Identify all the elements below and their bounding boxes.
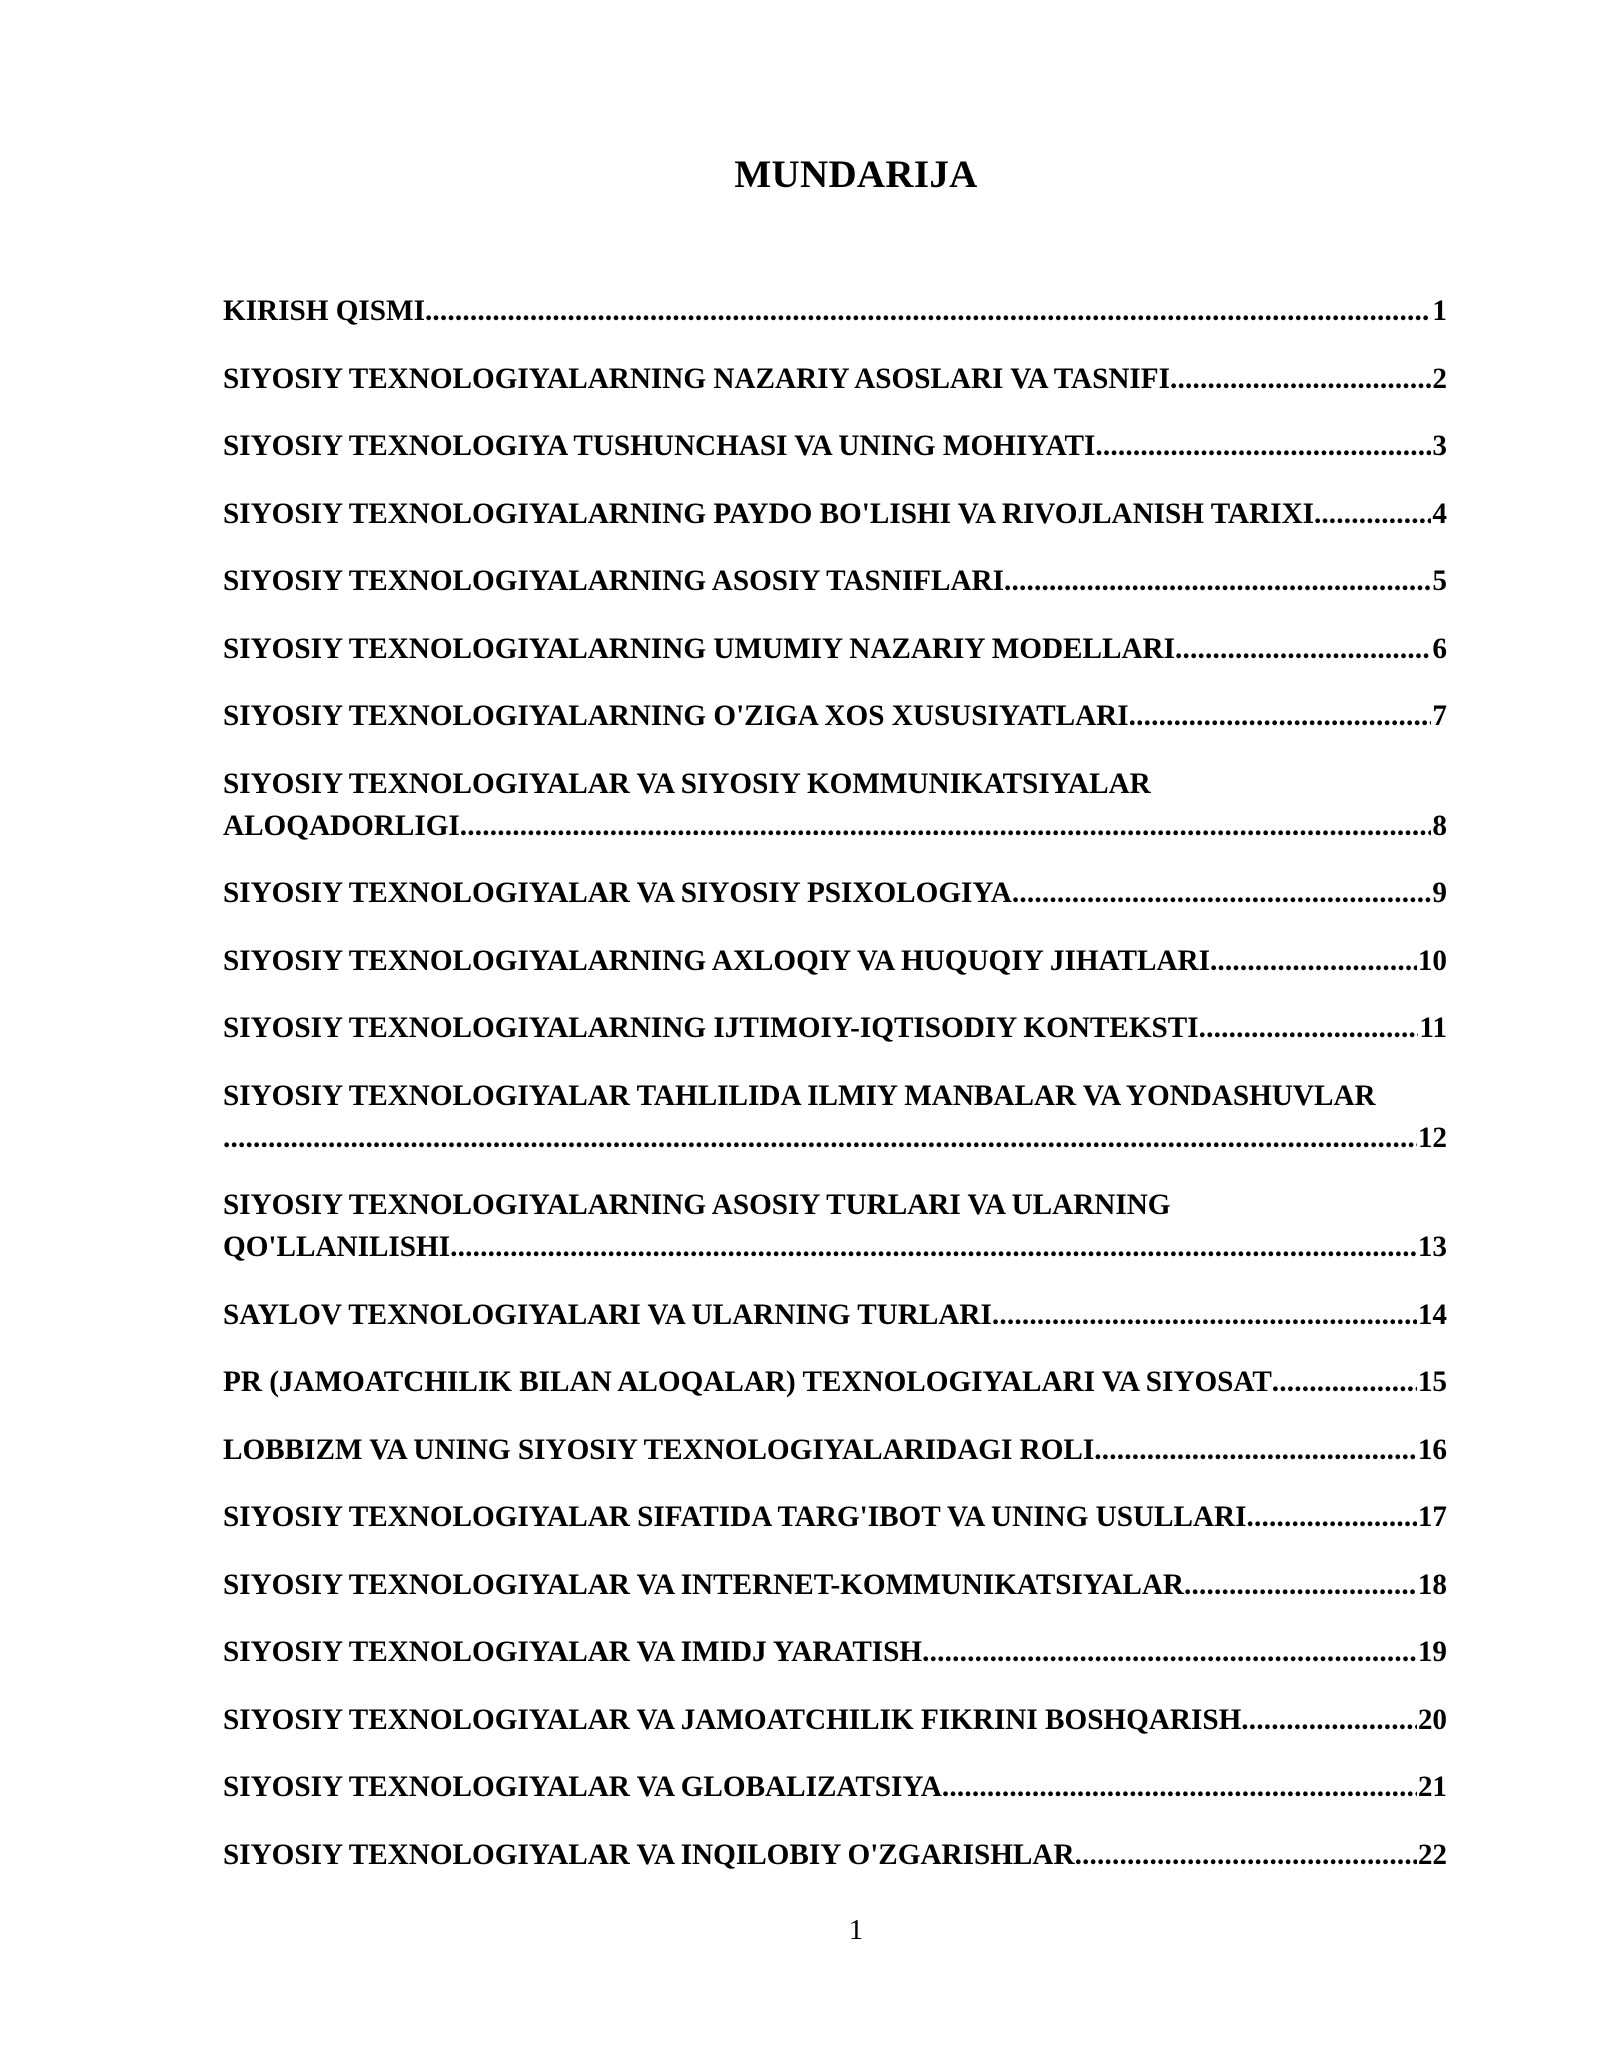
toc-entry-row [223, 290, 1447, 332]
toc-entry-leader [1129, 695, 1432, 737]
toc-entry[interactable] [223, 1294, 1447, 1336]
toc-entry-row [223, 1834, 1447, 1876]
toc-entry[interactable] [223, 1075, 1447, 1159]
toc-entry-page-number: 18 [1417, 1568, 1447, 1601]
toc-entry-leader [1241, 1699, 1417, 1741]
toc-entry-row [223, 695, 1447, 737]
toc-entry-title: SIYOSIY TEXNOLOGIYALAR VA INTERNET-KOMMUNIKATSIYALAR [223, 1568, 1184, 1601]
toc-entry[interactable] [223, 358, 1447, 400]
toc-entry-page-number: 3 [1432, 430, 1447, 462]
toc-entry-title: KIRISH QISMI [223, 295, 425, 327]
toc-entry-row [223, 1631, 1447, 1673]
toc-entry-leader [1184, 1564, 1417, 1606]
toc-entry-page-number: 10 [1417, 944, 1447, 977]
toc-entry-page-number: 16 [1417, 1433, 1447, 1466]
toc-entry-leader [1321, 493, 1431, 535]
toc-entry-page-number: 11 [1419, 1012, 1447, 1044]
toc-entry-page-number: 17 [1417, 1501, 1447, 1533]
toc-entry-row [223, 425, 1447, 467]
toc-entry-row [223, 1699, 1447, 1741]
toc-entry-leader [942, 1766, 1417, 1808]
toc-entry[interactable] [223, 1429, 1447, 1471]
toc-entry-page-number: 20 [1417, 1703, 1447, 1736]
toc-entry[interactable] [223, 1184, 1447, 1268]
toc-entry[interactable] [223, 290, 1447, 332]
toc-entry-page-number: 19 [1417, 1636, 1447, 1668]
toc-entry-title: SIYOSIY TEXNOLOGIYALARNING O'ZIGA XOS XUSUSIYATLARI [223, 700, 1129, 732]
toc-entry-title-line: SIYOSIY TEXNOLOGIYALAR VA SIYOSIY KOMMUNIKATSIYALAR [223, 767, 1151, 800]
toc-entry-title: SIYOSIY TEXNOLOGIYA TUSHUNCHASI VA UNING MOHIYATI [223, 430, 1096, 462]
toc-entry[interactable] [223, 1564, 1447, 1606]
toc-entry-page-number: 2 [1432, 362, 1447, 395]
toc-entry[interactable] [223, 628, 1447, 670]
toc-entry-row [223, 1007, 1447, 1049]
toc-entry[interactable] [223, 1361, 1447, 1403]
toc-entry-leader [1012, 872, 1432, 914]
toc-entry-title: ALOQADORLIGI [223, 809, 460, 842]
page-number: 1 [848, 1914, 864, 1946]
toc-entry-row [223, 1361, 1447, 1403]
toc-entry-row [223, 493, 1447, 535]
toc-entry[interactable] [223, 940, 1447, 982]
toc-entry-leader [1004, 560, 1431, 602]
toc-entry-page-number: 6 [1432, 632, 1447, 665]
toc-entry-leader [992, 1294, 1417, 1336]
toc-entry-page-number: 8 [1432, 809, 1447, 842]
toc-entry-page-number: 4 [1432, 497, 1447, 530]
toc-entry-leader [1210, 940, 1417, 982]
toc-entry-row [223, 628, 1447, 670]
toc-entry[interactable] [223, 1834, 1447, 1876]
toc-entry-page-number: 13 [1417, 1231, 1447, 1263]
toc-entry-title: SIYOSIY TEXNOLOGIYALAR SIFATIDA TARG'IBOT VA UNING USULLARI [223, 1501, 1247, 1533]
toc-entry[interactable] [223, 425, 1447, 467]
toc-entry-title: SIYOSIY TEXNOLOGIYALARNING PAYDO BO'LISHI VA RIVOJLANISH TARIXI. [223, 497, 1322, 530]
toc-entry-row [223, 560, 1447, 602]
toc-entry[interactable] [223, 1496, 1447, 1538]
toc-entry-row [223, 805, 1447, 847]
toc-entry-title: SIYOSIY TEXNOLOGIYALARNING UMUMIY NAZARIY MODELLARI [223, 632, 1175, 665]
toc-entry-leader [1246, 1496, 1416, 1538]
toc-entry[interactable] [223, 872, 1447, 914]
toc-entry[interactable] [223, 1766, 1447, 1808]
toc-entry-leader [425, 290, 1431, 332]
toc-entry-page-number: 1 [1432, 295, 1447, 327]
toc-entry-leader [1170, 358, 1431, 400]
toc-entry-row [223, 1766, 1447, 1808]
toc-entry-title: SIYOSIY TEXNOLOGIYALARNING IJTIMOIY-IQTISODIY KONTEKSTI [223, 1012, 1199, 1044]
toc-entry-title: SAYLOV TEXNOLOGIYALARI VA ULARNING TURLARI [223, 1298, 992, 1331]
toc-entry-leader [1175, 628, 1431, 670]
toc-entry-title-line: SIYOSIY TEXNOLOGIYALAR TAHLILIDA ILMIY MANBALAR VA YONDASHUVLAR [223, 1079, 1376, 1112]
toc-entry-leader [1272, 1361, 1417, 1403]
toc-entry-title-line: SIYOSIY TEXNOLOGIYALARNING ASOSIY TURLARI VA ULARNING [223, 1189, 1171, 1221]
toc-entry-leader [450, 1226, 1417, 1268]
toc-entry-row [223, 1564, 1447, 1606]
toc-entry-row [223, 1496, 1447, 1538]
toc-entry-page-number: 9 [1432, 877, 1447, 909]
page-title: MUNDARIJA [734, 153, 978, 196]
toc-entry-title: QO'LLANILISHI [223, 1231, 451, 1263]
toc-entry-row [223, 1226, 1447, 1268]
toc-entry-title: SIYOSIY TEXNOLOGIYALAR VA SIYOSIY PSIXOLOGIYA [223, 877, 1012, 909]
toc-entry-title: SIYOSIY TEXNOLOGIYALAR VA INQILOBIY O'ZGARISHLAR [223, 1838, 1075, 1871]
toc-entry-leader [922, 1631, 1417, 1673]
toc-entry-title: SIYOSIY TEXNOLOGIYALARNING AXLOQIY VA HUQUQIY JIHATLARI [223, 944, 1210, 977]
toc-entry-page-number: 5 [1432, 565, 1447, 597]
toc-entry-row [223, 1294, 1447, 1336]
toc-entry[interactable] [223, 560, 1447, 602]
toc-entry[interactable] [223, 493, 1447, 535]
toc-entry-page-number: 7 [1432, 700, 1447, 732]
toc-entry-row [223, 940, 1447, 982]
toc-entry-title: SIYOSIY TEXNOLOGIYALARNING NAZARIY ASOSLARI VA TASNIFI [223, 362, 1170, 395]
toc-entry-title: SIYOSIY TEXNOLOGIYALAR VA JAMOATCHILIK FIKRINI BOSHQARISH [223, 1703, 1242, 1736]
toc-entry-title: PR (JAMOATCHILIK BILAN ALOQALAR) TEXNOLOGIYALARI VA SIYOSAT [223, 1366, 1272, 1398]
toc-entry-leader [1095, 425, 1431, 467]
toc-entry-leader [460, 805, 1432, 847]
table-of-contents [223, 290, 1447, 1901]
toc-entry[interactable] [223, 695, 1447, 737]
toc-entry-page-number: 15 [1417, 1366, 1447, 1398]
toc-entry-leader [1199, 1007, 1419, 1049]
toc-entry-row [223, 1429, 1447, 1471]
toc-entry[interactable] [223, 1007, 1447, 1049]
toc-entry-title: SIYOSIY TEXNOLOGIYALAR VA GLOBALIZATSIYA [223, 1771, 942, 1803]
toc-entry-leader [1094, 1429, 1417, 1471]
toc-entry[interactable] [223, 1699, 1447, 1741]
toc-entry-page-number: 12 [1417, 1121, 1447, 1154]
toc-entry-row [223, 358, 1447, 400]
toc-entry-title: LOBBIZM VA UNING SIYOSIY TEXNOLOGIYALARIDAGI ROLI [223, 1433, 1095, 1466]
toc-entry[interactable] [223, 1631, 1447, 1673]
toc-entry-title: SIYOSIY TEXNOLOGIYALARNING ASOSIY TASNIFLARI [223, 565, 1004, 597]
toc-entry-row [223, 1117, 1447, 1159]
toc-entry[interactable] [223, 763, 1447, 847]
toc-entry-page-number: 14 [1417, 1298, 1447, 1331]
toc-entry-leader [223, 1117, 1417, 1159]
toc-entry-page-number: 21 [1417, 1771, 1447, 1803]
toc-entry-page-number: 22 [1417, 1838, 1447, 1871]
toc-entry-title: SIYOSIY TEXNOLOGIYALAR VA IMIDJ YARATISH [223, 1636, 923, 1668]
toc-entry-row [223, 872, 1447, 914]
toc-entry-leader [1075, 1834, 1417, 1876]
